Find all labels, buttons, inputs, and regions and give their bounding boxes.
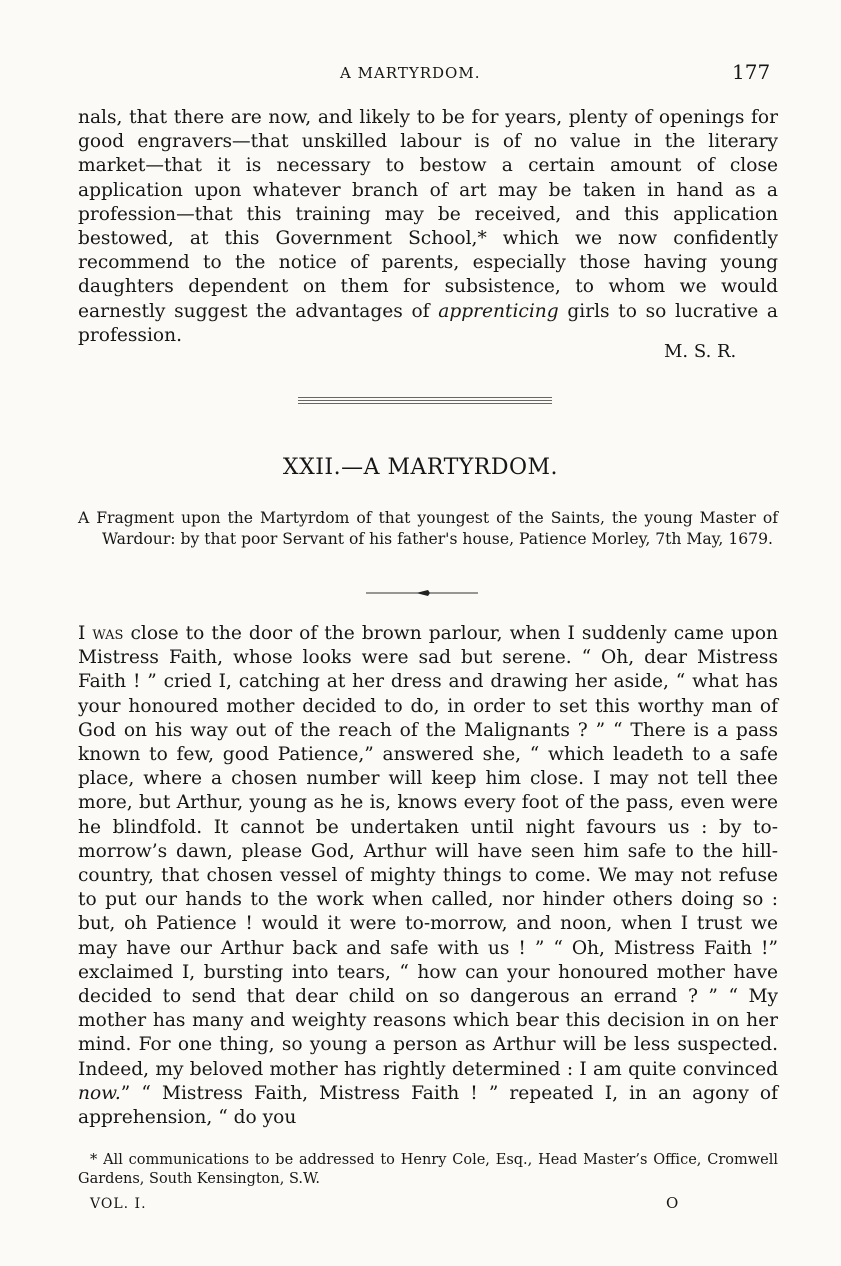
chapter-title: XXII.—A MARTYRDOM. <box>282 455 559 480</box>
running-title: A MARTYRDOM. <box>340 64 481 82</box>
body-emphasis: now. <box>78 1082 121 1104</box>
footnote-text: * All communications to be addressed to Henry Cole, Esq., Head Master’s Office, Cromwell Gardens, South Kensington, S.W. <box>78 1152 778 1187</box>
previous-article-paragraph <box>78 106 778 348</box>
ornament-rule <box>366 586 478 600</box>
paragraph-end: girls to so lucrative a profession. <box>78 300 778 346</box>
paragraph-text: nals, that there are now, and likely to be for years, plenty of openings for good engravers—that unskilled labour is of no value in the literary market—that it is necessary to bestow a certain amount of close application upon whatever branch of art may be taken in hand as a profession—that this training may be received, and this application bestowed, at this Government School,* which we now confidently recommend to the notice of parents, especially those having young daughters dependent on them for subsistence, to whom we would earnestly suggest the advantages of <box>78 107 778 322</box>
footnote <box>78 1151 778 1189</box>
author-signature: M. S. R. <box>664 341 737 362</box>
opening-caps: I was <box>78 623 124 644</box>
volume-label: VOL. I. <box>90 1196 147 1212</box>
emphasis-text: apprenticing <box>438 300 559 322</box>
signature-mark: O <box>666 1194 679 1212</box>
article-body <box>78 622 778 1130</box>
body-text-2: ” “ Mistress Faith, Mistress Faith ! ” repeated I, in an agony of apprehension, “ do you <box>78 1082 778 1129</box>
chapter-subtitle <box>78 508 778 550</box>
section-divider <box>298 397 552 405</box>
page-number: 177 <box>732 60 771 84</box>
body-text-1: close to the door of the brown parlour, when I suddenly came upon Mistress Faith, whose looks were sad but serene. “ Oh, dear Mistress Faith ! ” cried I, catching at her dress and drawing her aside, “ what has your honoured mother decided to do, in order to set this worthy man of God on his way out of the reach of the Malignants ? ” “ There is a pass known to few, good Patience,” answered she, “ which leadeth to a safe place, where a chosen number will keep him close. I may not tell thee more, but Arthur, young as he is, knows every foot of the pass, even were he blindfold. It cannot be undertaken until night favours us : by to-morrow’s dawn, please God, Arthur will have seen him safe to the hill-country, that chosen vessel of mighty things to come. We may not refuse to put our hands to the work when called, nor hinder others doing so : but, oh Patience ! would it were to-morrow, and noon, when I trust we may have our Arthur back and safe with us ! ” “ Oh, Mistress Faith !” exclaimed I, bursting into tears, “ how can your honoured mother have decided to send that dear child on so dangerous an errand ? ” “ My mother has many and weighty reasons which bear this decision in on her mind. For one thing, so young a person as Arthur will be less suspected. Indeed, my beloved mother has rightly determined : I am quite convinced <box>78 623 778 1080</box>
subtitle-text: A Fragment upon the Martyrdom of that youngest of the Saints, the young Master of Wardour: by that poor Servant of his father's house, Patience Morley, 7th May, 1679. <box>78 509 778 548</box>
